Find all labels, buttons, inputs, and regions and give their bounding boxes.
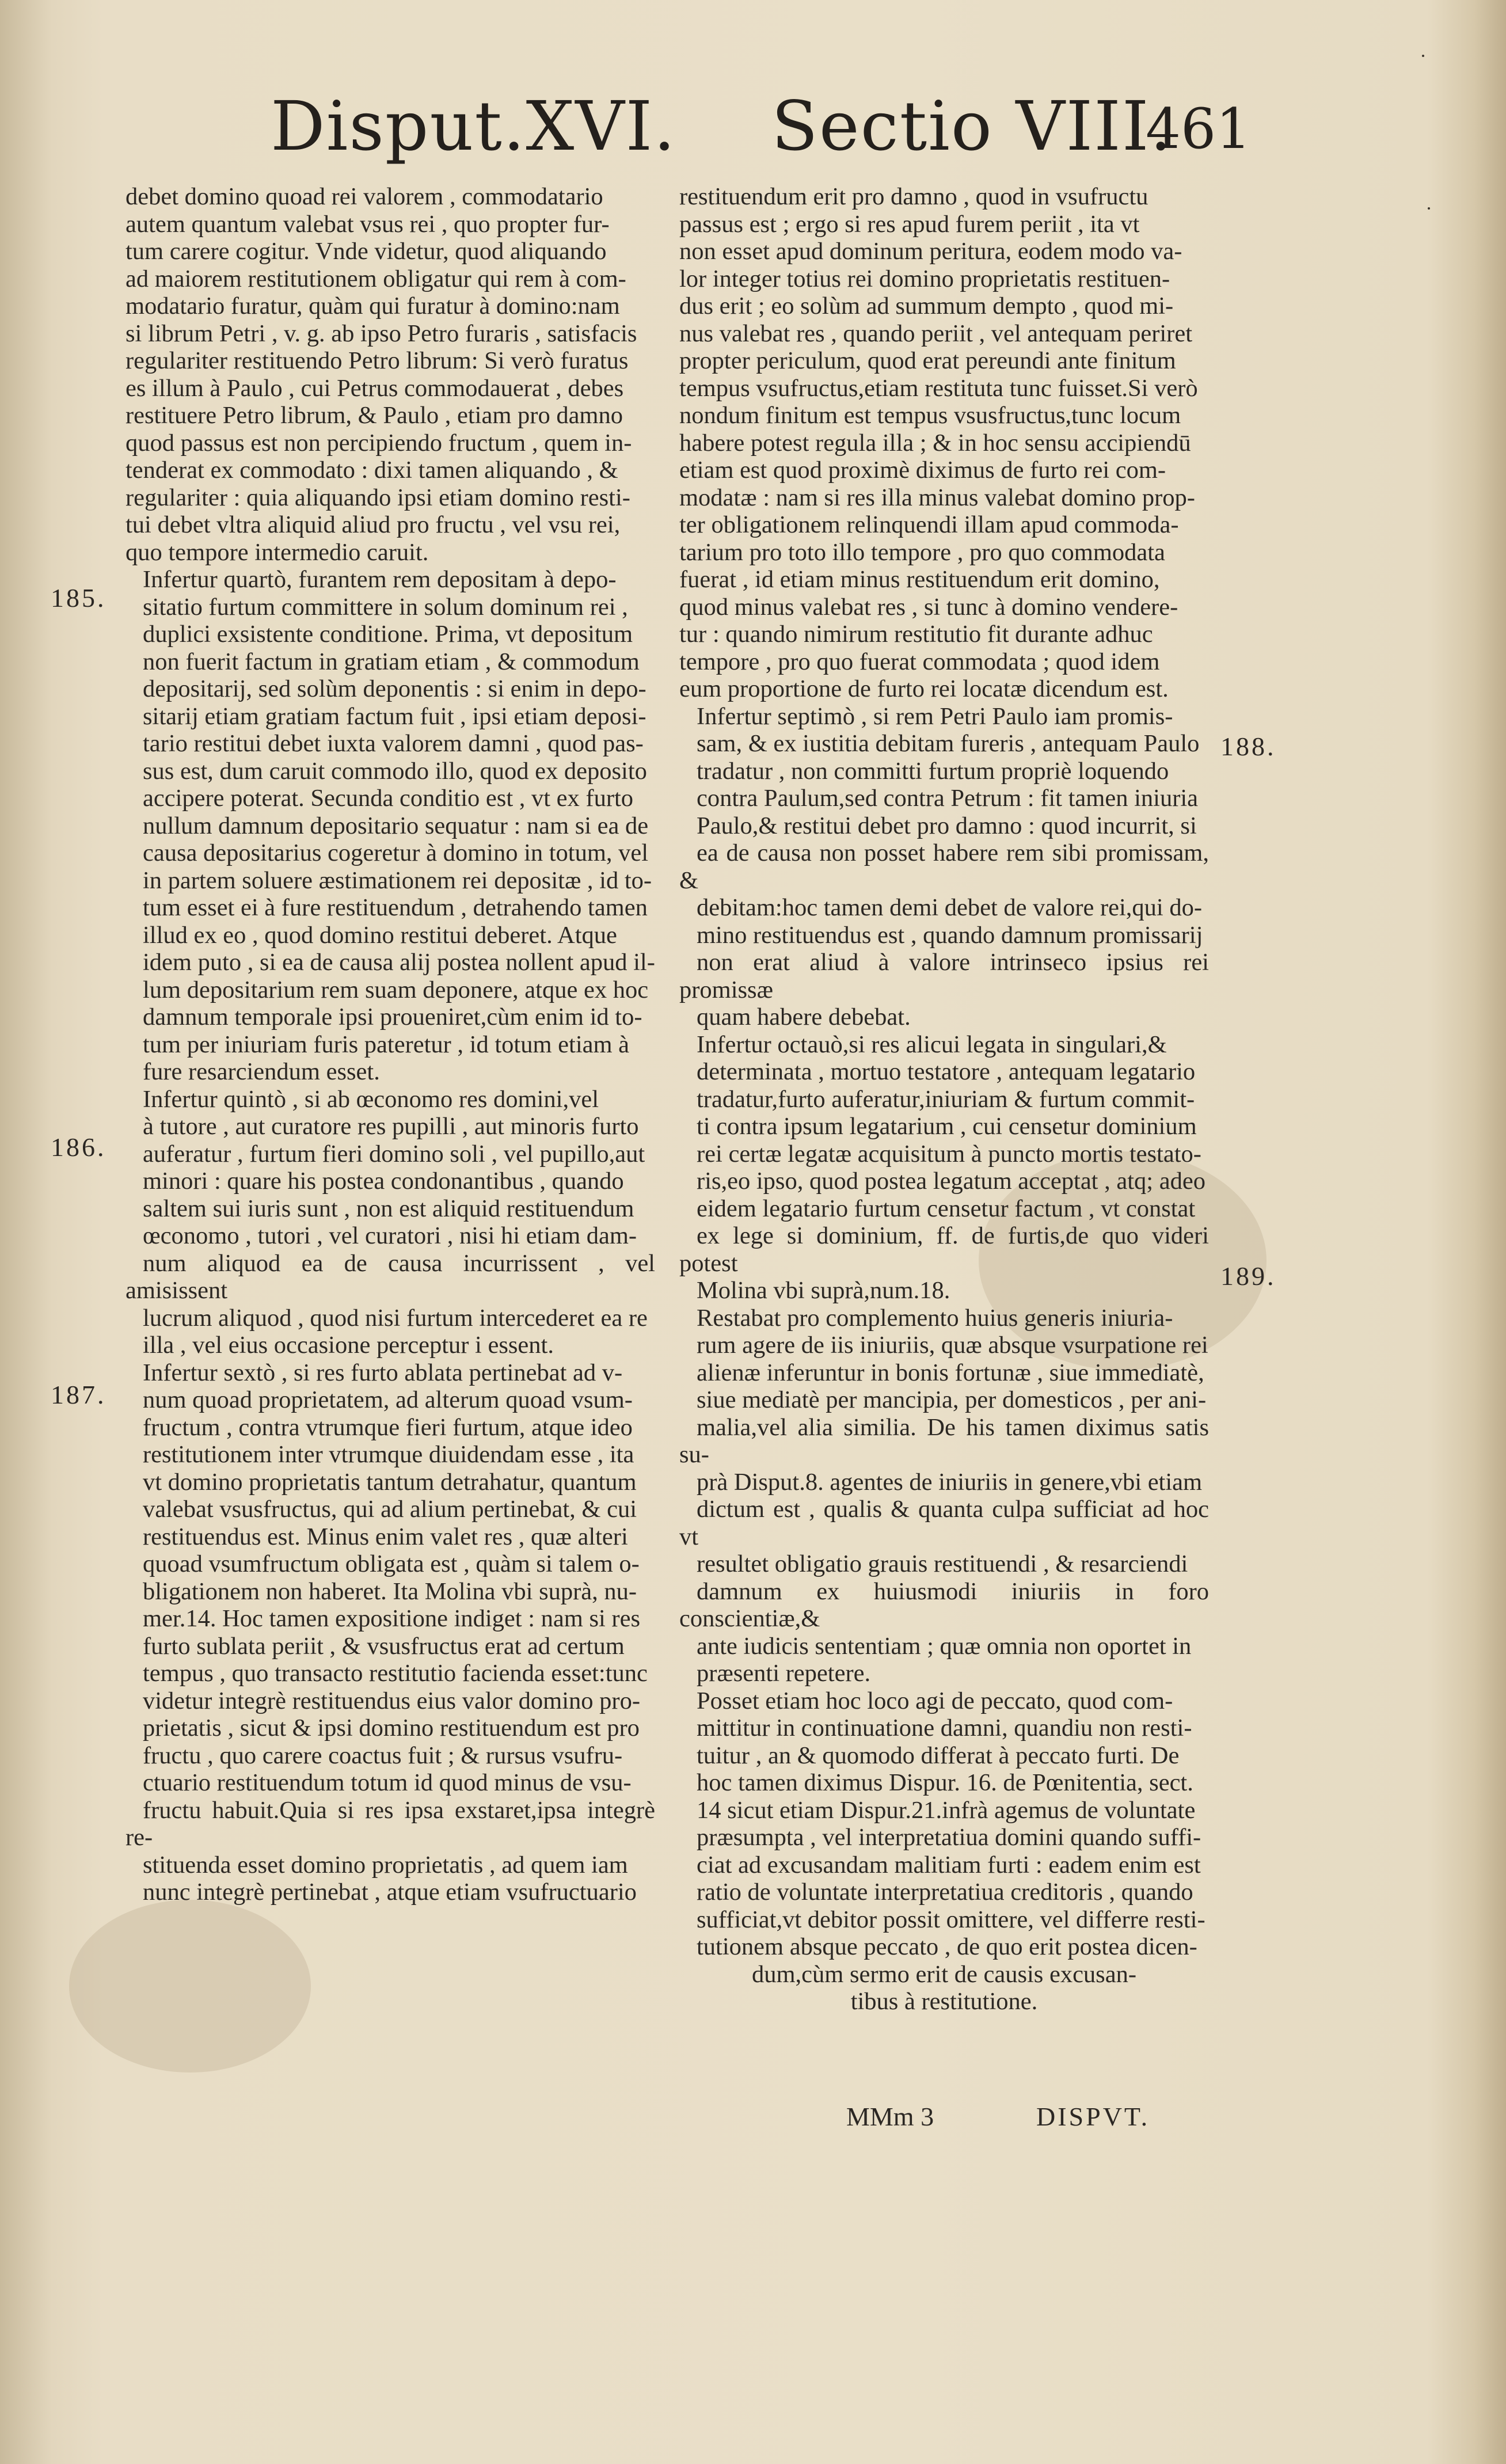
text-line: quod minus valebat res , si tunc à domino vendere- <box>679 593 1178 621</box>
text-line: Molina vbi suprà,num.18. <box>697 1277 950 1304</box>
text-line: tibus à restitutione. <box>850 1988 1038 2015</box>
text-line: ratio de voluntate interpretatiua creditoris , quando <box>697 1879 1193 1906</box>
text-line: eidem legatario furtum censetur factum , vt constat <box>697 1195 1196 1222</box>
text-line: 14 sicut etiam Dispur.21.infrà agemus de voluntate <box>697 1796 1196 1824</box>
text-line: Infertur septimò , si rem Petri Paulo iam promis- <box>697 702 1173 730</box>
text-line: damnum temporale ipsi proueniret,cùm enim id to- <box>143 1003 642 1031</box>
text-line: tur : quando nimirum restitutio fit durante adhuc <box>679 621 1153 648</box>
text-line: restituendum erit pro damno , quod in vsufructu <box>679 183 1148 210</box>
paragraph <box>679 1031 1209 1305</box>
text-line: sufficiat,vt debitor possit omittere, vel differre resti- <box>697 1906 1205 1933</box>
text-line: œconomo , tutori , vel curatori , nisi hi etiam dam- <box>143 1222 637 1249</box>
text-line: prietatis , sicut & ipsi domino restituendum est pro <box>143 1714 640 1741</box>
text-line: alienæ inferuntur in bonis fortunæ , siue immediatè, <box>697 1359 1204 1386</box>
edge-mark <box>1428 207 1430 210</box>
text-line: rum agere de iis iniuriis, quæ absque vsurpatione rei <box>697 1332 1208 1359</box>
text-line: sitarij etiam gratiam factum fuit , ipsi etiam deposi- <box>143 702 646 730</box>
text-line: quod passus est non percipiendo fructum , quem in- <box>126 429 632 457</box>
text-line: tempore , pro quo fuerat commodata ; quod idem <box>679 648 1160 675</box>
text-line: es illum à Paulo , cui Petrus commodauerat , debes <box>126 374 624 402</box>
text-line: damnum ex huiusmodi iniuriis in foro conscientiæ,& <box>679 1577 1209 1632</box>
text-line: tui debet vltra aliquid aliud pro fructu , vel vsu rei, <box>126 511 621 538</box>
text-line: causa depositarius cogeretur à domino in totum, vel <box>143 839 649 866</box>
text-line: propter periculum, quod erat pereundi ante finitum <box>679 347 1176 374</box>
edge-mark <box>1422 55 1424 57</box>
text-line: fructu , quo carere coactus fuit ; & rursus vsufru- <box>143 1741 623 1769</box>
text-line: videtur integrè restituendus eius valor domino pro- <box>143 1687 640 1714</box>
text-line: fructu habuit.Quia si res ipsa exstaret,ipsa integrè re- <box>126 1796 655 1851</box>
text-line: debet domino quoad rei valorem , commodatario <box>126 183 603 210</box>
text-line: fuerat , id etiam minus restituendum erit domino, <box>679 566 1160 593</box>
text-line: Infertur quartò, furantem rem depositam à depo- <box>143 566 617 593</box>
text-line: ter obligationem relinquendi illam apud commoda- <box>679 511 1179 538</box>
text-line: tum carere cogitur. Vnde videtur, quod aliquando <box>126 238 607 265</box>
paragraph <box>126 1359 655 1906</box>
text-line: rei certæ legatæ acquisitum à puncto mortis testato- <box>697 1140 1201 1168</box>
text-line: ea de causa non posset habere rem sibi promissam, & <box>679 839 1209 894</box>
text-line: duplici exsistente conditione. Prima, vt depositum <box>143 621 633 648</box>
text-line: eum proportione de furto rei locatæ dicendum est. <box>679 675 1169 702</box>
text-line: restituere Petro librum, & Paulo , etiam pro damno <box>126 402 623 429</box>
text-line: regulariter : quia aliquando ipsi etiam domino resti- <box>126 484 630 511</box>
text-line: illud ex eo , quod domino restitui deberet. Atque <box>143 921 617 949</box>
text-line: nullum damnum depositario sequatur : nam si ea de <box>143 812 649 839</box>
text-line: autem quantum valebat vsus rei , quo propter fur- <box>126 210 610 238</box>
header-section: Sectio VIII. <box>771 86 1173 166</box>
text-line: tempus vsufructus,etiam restituta tunc fuisset.Si verò <box>679 374 1198 402</box>
text-line: lor integer totius rei domino proprietatis restituen- <box>679 265 1170 292</box>
text-line: ante iudicis sententiam ; quæ omnia non oportet in <box>697 1632 1192 1660</box>
text-line: tum esset ei à fure restituendum , detrahendo tamen <box>143 894 648 921</box>
text-line: nondum finitum est tempus vsusfructus,tunc locum <box>679 402 1181 429</box>
text-line: non erat aliud à valore intrinseco ipsius rei promissæ <box>679 949 1209 1003</box>
text-line: si librum Petri , v. g. ab ipso Petro furaris , satisfacis <box>126 320 637 347</box>
text-line: ti contra ipsum legatarium , cui censetur dominium <box>697 1113 1197 1140</box>
signature-mark: MMm 3 <box>846 2102 934 2131</box>
text-line: bligationem non haberet. Ita Molina vbi suprà, nu- <box>143 1577 637 1605</box>
paragraph <box>126 183 655 566</box>
text-line: lucrum aliquod , quod nisi furtum intercederet ea re <box>143 1304 648 1332</box>
text-line: quo tempore intermedio caruit. <box>126 538 429 566</box>
text-line: quam habere debebat. <box>697 1003 911 1031</box>
text-line: ris,eo ipso, quod postea legatum acceptat , atq; adeo <box>697 1168 1205 1195</box>
header-disputation: Disput.XVI. <box>271 86 676 166</box>
text-line: illa , vel eius occasione perceptur i essent. <box>143 1332 554 1359</box>
text-line: idem puto , si ea de causa alij postea nollent apud il- <box>143 949 655 976</box>
text-line: dictum est , qualis & quanta culpa sufficiat ad hoc vt <box>679 1496 1209 1550</box>
text-line: Infertur octauò,si res alicui legata in singulari,& <box>697 1031 1167 1058</box>
paragraph <box>126 1086 655 1359</box>
text-line: furto sublata periit , & vsusfructus erat ad certum <box>143 1632 625 1660</box>
paragraph <box>679 1305 1209 1687</box>
text-line: lum depositarium rem suam deponere, atque ex hoc <box>143 976 649 1003</box>
text-line: non fuerit factum in gratiam etiam , & commodum <box>143 648 640 675</box>
paragraph <box>679 703 1209 1031</box>
left-column <box>126 183 655 1906</box>
text-line: debitam:hoc tamen demi debet de valore rei,qui do- <box>697 894 1203 921</box>
text-line: ctuario restituendum totum id quod minus de vsu- <box>143 1769 632 1796</box>
closing-lines <box>679 1961 1209 2016</box>
text-line: à tutore , aut curatore res pupilli , aut minoris furto <box>143 1113 639 1140</box>
text-line: modatario furatur, quàm qui furatur à domino:nam <box>126 292 620 320</box>
text-line: sitatio furtum committere in solum dominum rei , <box>143 593 628 621</box>
text-line: Infertur quintò , si ab œconomo res domini,vel <box>143 1085 599 1113</box>
text-line: contra Paulum,sed contra Petrum : fit tamen iniuria <box>697 785 1199 812</box>
text-line: tempus , quo transacto restitutio facienda esset:tunc <box>143 1660 648 1687</box>
paper-stain <box>69 1900 311 2073</box>
text-line: sus est, dum caruit commodo illo, quod ex deposito <box>143 757 647 785</box>
text-line: mer.14. Hoc tamen expositione indiget : nam si res <box>143 1605 640 1632</box>
text-line: Paulo,& restitui debet pro damno : quod incurrit, si <box>697 812 1197 839</box>
paragraph <box>126 566 655 1086</box>
text-line: mittitur in continuatione damni, quandiu non resti- <box>697 1714 1192 1741</box>
text-line: non esset apud dominum peritura, eodem modo va- <box>679 238 1182 265</box>
text-line: tradatur,furto auferatur,iniuriam & furtum commit- <box>697 1085 1195 1113</box>
text-line: sam, & ex iustitia debitam fureris , antequam Paulo <box>697 730 1200 757</box>
text-line: ex lege si dominium, ff. de furtis,de quo videri potest <box>679 1222 1209 1277</box>
text-line: prà Disput.8. agentes de iniuriis in genere,vbi etiam <box>697 1468 1203 1496</box>
text-line: Restabat pro complemento huius generis iniuria- <box>697 1304 1173 1332</box>
text-line: habere potest regula illa ; & in hoc sensu accipiendū <box>679 429 1191 457</box>
page-number: 461 <box>1146 97 1252 161</box>
text-line: malia,vel alia similia. De his tamen diximus satis su- <box>679 1413 1209 1468</box>
text-line: Infertur sextò , si res furto ablata pertinebat ad v- <box>143 1359 623 1386</box>
text-line: resultet obligatio grauis restituendi , & resarciendi <box>697 1550 1188 1577</box>
text-line: etiam est quod proximè diximus de furto rei com- <box>679 457 1166 484</box>
text-line: in partem soluere æstimationem rei depositæ , id to- <box>143 866 652 894</box>
text-line: tutionem absque peccato , de quo erit postea dicen- <box>697 1933 1197 1960</box>
right-column <box>679 183 1209 2016</box>
margin-number-188: 188. <box>1220 732 1276 761</box>
text-line: ad maiorem restitutionem obligatur qui rem à com- <box>126 265 626 292</box>
text-line: vt domino proprietatis tantum detrahatur, quantum <box>143 1468 637 1496</box>
text-line: num aliquod ea de causa incurrissent , vel amisissent <box>126 1249 655 1304</box>
text-line: tenderat ex commodato : dixi tamen aliquando , & <box>126 457 618 484</box>
text-line: passus est ; ergo si res apud furem periit , ita vt <box>679 210 1140 238</box>
text-line: dum,cùm sermo erit de causis excusan- <box>752 1960 1136 1988</box>
text-line: accipere poterat. Secunda conditio est , vt ex furto <box>143 785 634 812</box>
text-line: mino restituendus est , quando damnum promissarij <box>697 921 1203 949</box>
text-line: hoc tamen diximus Dispur. 16. de Pœnitentia, sect. <box>697 1769 1193 1796</box>
text-line: saltem sui iuris sunt , non est aliquid restituendum <box>143 1195 634 1222</box>
text-line: minori : quare his postea condonantibus , quando <box>143 1168 624 1195</box>
text-line: Posset etiam hoc loco agi de peccato, quod com- <box>697 1687 1173 1714</box>
running-header <box>0 86 1506 178</box>
text-line: tario restitui debet iuxta valorem damni , quod pas- <box>143 730 644 757</box>
margin-number-186: 186. <box>51 1132 107 1162</box>
text-line: determinata , mortuo testatore , antequam legatario <box>697 1058 1196 1085</box>
text-line: tum per iniuriam furis pateretur , id totum etiam à <box>143 1031 630 1058</box>
text-line: siue mediatè per mancipia, per domesticos , per ani- <box>697 1386 1207 1413</box>
text-line: dus erit ; eo solùm ad summum dempto , quod mi- <box>679 292 1174 320</box>
text-line: quoad vsumfructum obligata est , quàm si talem o- <box>143 1550 640 1577</box>
margin-number-189: 189. <box>1220 1261 1276 1291</box>
paragraph <box>679 183 1209 703</box>
text-line: præsenti repetere. <box>697 1660 871 1687</box>
text-line: tarium pro toto illo tempore , pro quo commodata <box>679 538 1165 566</box>
text-line: valebat vsusfructus, qui ad alium pertinebat, & cui <box>143 1496 637 1523</box>
text-line: num quoad proprietatem, ad alterum quoad vsum- <box>143 1386 633 1413</box>
text-line: tuitur , an & quomodo differat à peccato furti. De <box>697 1741 1180 1769</box>
text-line: restituendus est. Minus enim valet res , quæ alteri <box>143 1523 628 1550</box>
text-line: nunc integrè pertinebat , atque etiam vsufructuario <box>143 1879 637 1906</box>
text-line: auferatur , furtum fieri domino soli , vel pupillo,aut <box>143 1140 645 1168</box>
catchword: DISPVT. <box>1036 2102 1150 2131</box>
text-line: restitutionem inter vtrumque diuidendam esse , ita <box>143 1441 634 1468</box>
margin-number-185: 185. <box>51 583 107 613</box>
text-line: nus valebat res , quando periit , vel antequam periret <box>679 320 1193 347</box>
text-line: fructum , contra vtrumque fieri furtum, atque ideo <box>143 1413 633 1441</box>
text-line: fure resarciendum esset. <box>143 1058 380 1085</box>
text-line: ciat ad excusandam malitiam furti : eadem enim est <box>697 1851 1201 1879</box>
text-line: præsumpta , vel interpretatiua domini quando suffi- <box>697 1824 1201 1851</box>
margin-number-187: 187. <box>51 1380 107 1409</box>
text-line: modatæ : nam si res illa minus valebat domino prop- <box>679 484 1195 511</box>
text-line: tradatur , non committi furtum propriè loquendo <box>697 757 1169 785</box>
paragraph <box>679 1687 1209 1961</box>
text-line: regulariter restituendo Petro librum: Si verò furatus <box>126 347 629 374</box>
text-line: depositarij, sed solùm deponentis : si enim in depo- <box>143 675 646 702</box>
text-line: stituenda esset domino proprietatis , ad quem iam <box>143 1851 628 1879</box>
